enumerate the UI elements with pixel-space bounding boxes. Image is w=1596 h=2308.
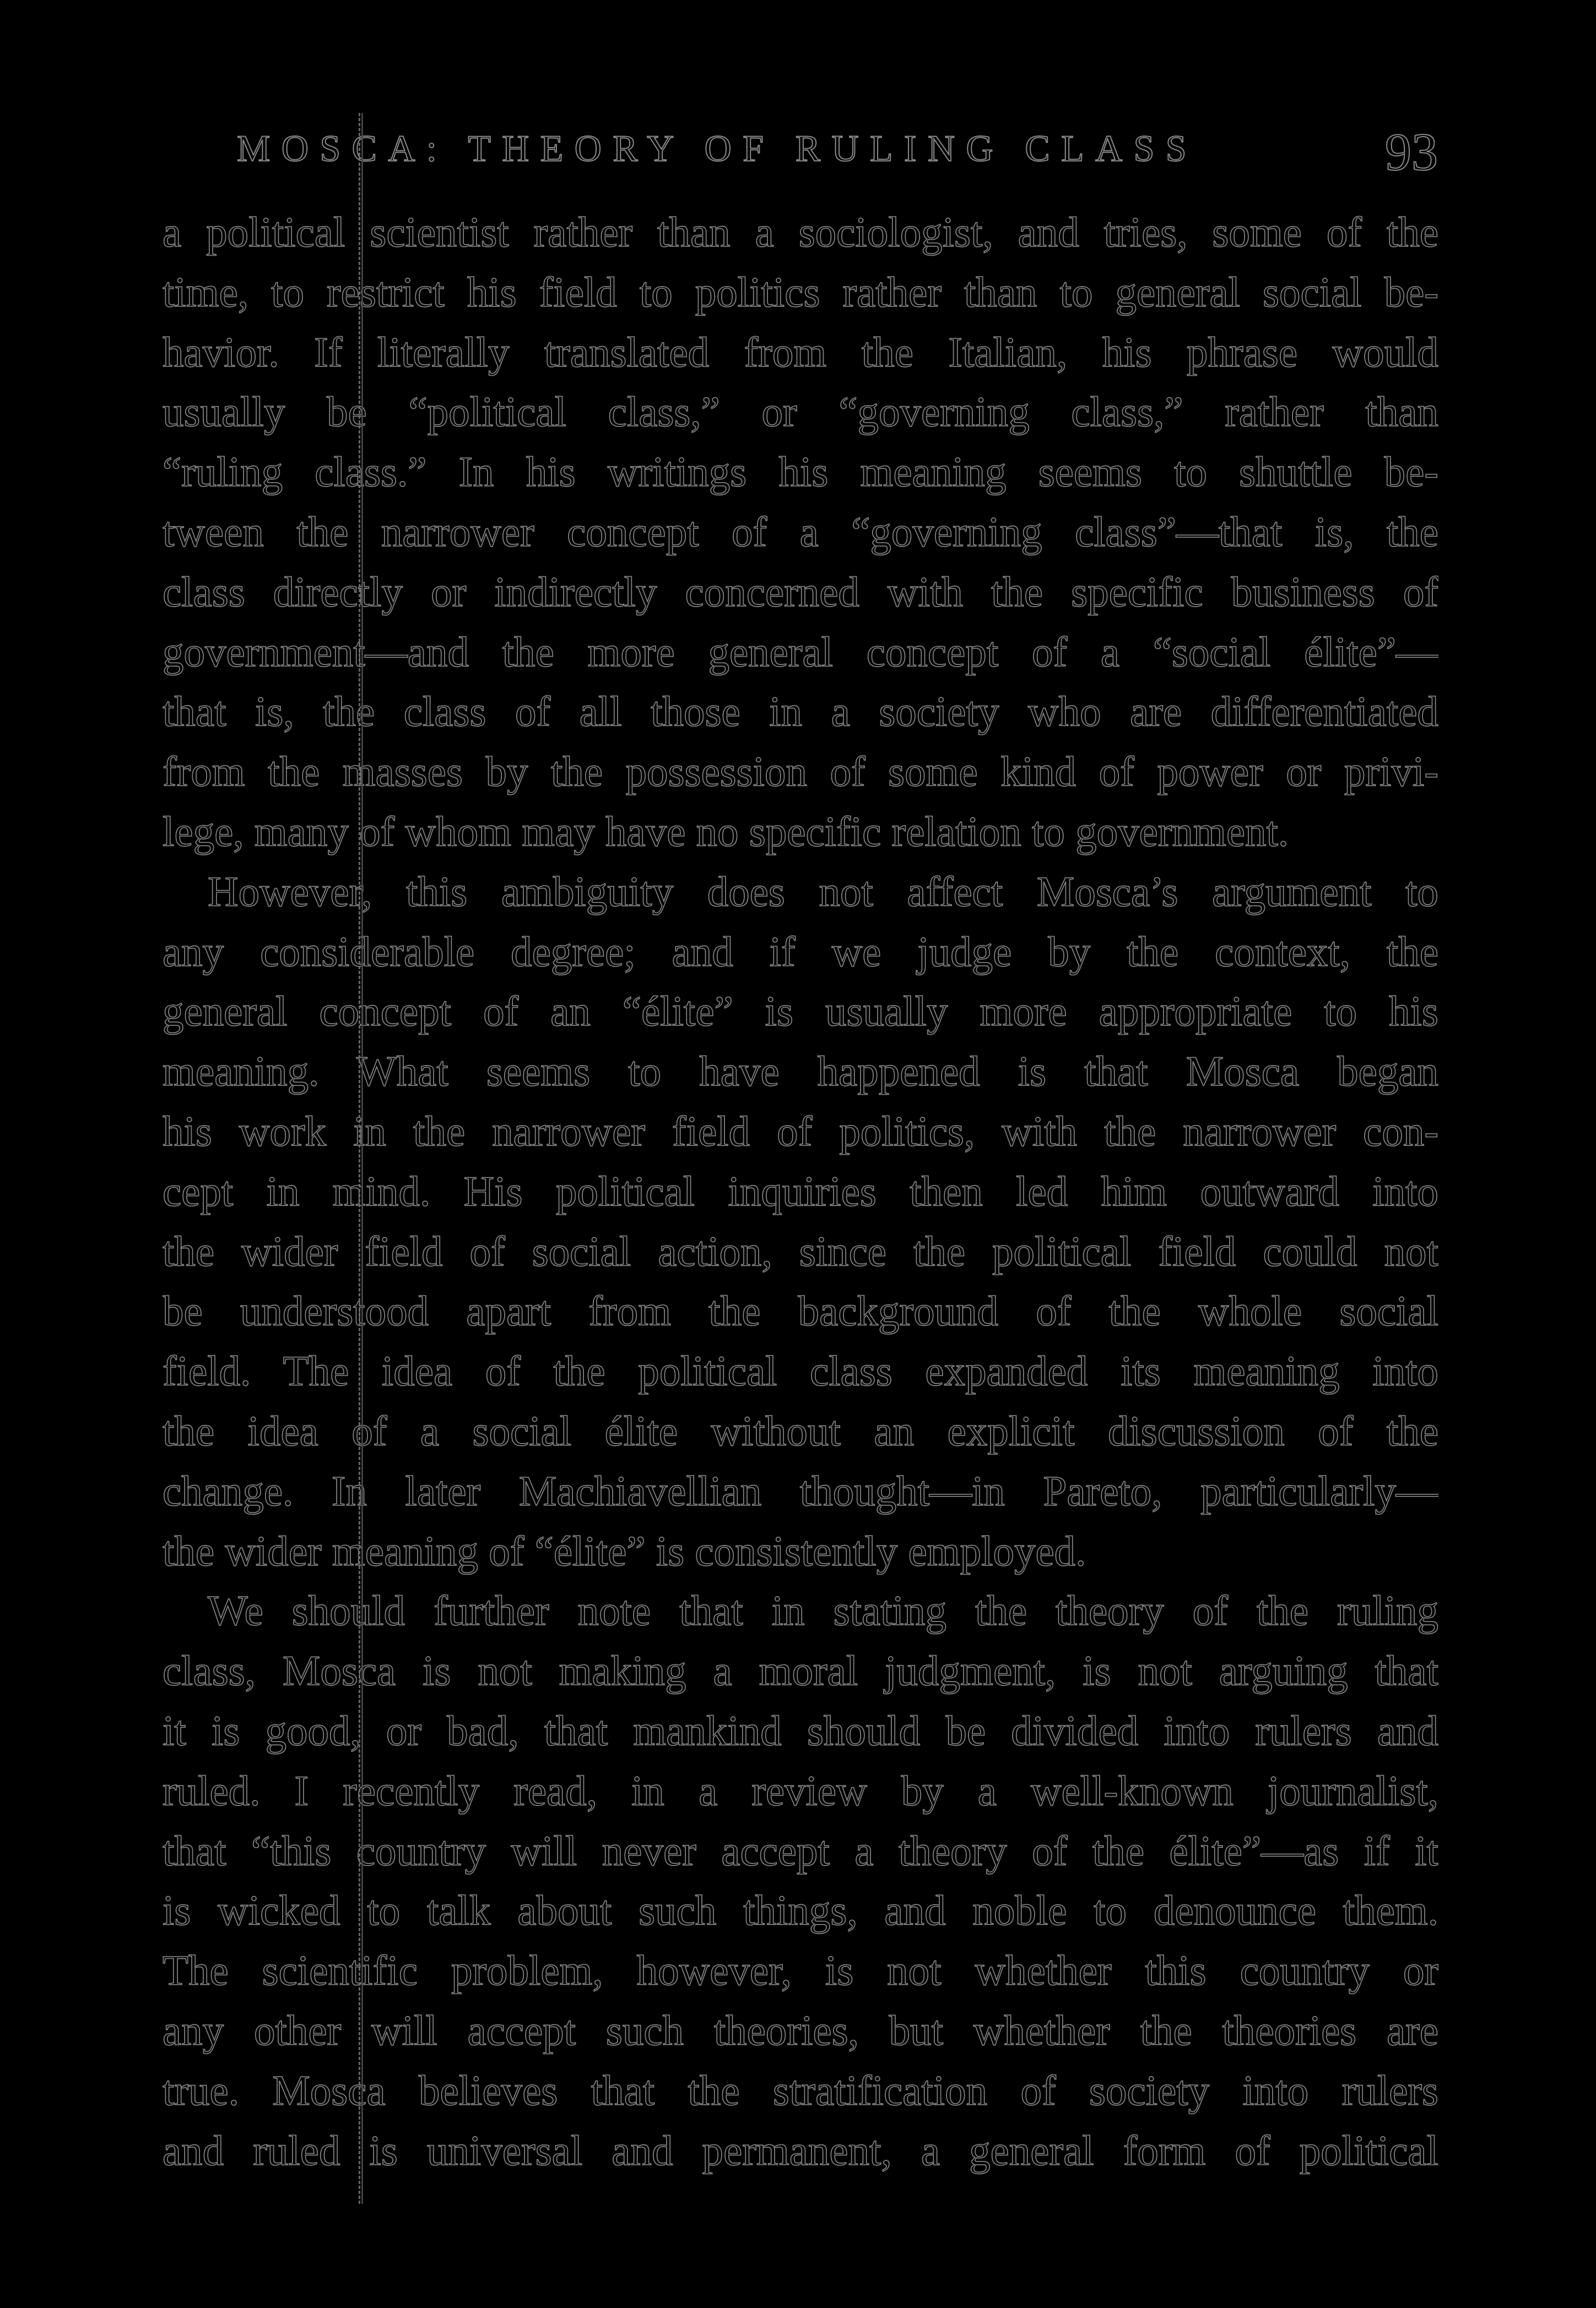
text-line: class directly or indirectly concerned with the specific business of [163,567,1438,615]
paragraph-3 [163,1581,1438,2180]
paragraph-1 [163,202,1438,862]
text-line: “ruling class.” In his writings his meaning seems to shuttle be- [163,448,1438,496]
text-line: usually be “political class,” or “governing class,” rather than [163,388,1438,436]
text-line: that “this country will never accept a theory of the élite”—as if it [163,1826,1438,1874]
text-line: a political scientist rather than a sociologist, and tries, some of the [163,208,1438,256]
text-line: is wicked to talk about such things, and noble to denounce them. [163,1887,1438,1934]
page-header [237,117,1438,188]
text-line: any other will accept such theories, but whether the theories are [163,2006,1438,2054]
text-line: field. The idea of the political class expanded its meaning into [163,1347,1438,1395]
text-line: meaning. What seems to have happened is that Mosca began [163,1047,1438,1095]
text-line: We should further note that in stating the theory of the ruling [208,1587,1438,1635]
paragraph-2 [163,862,1438,1581]
text-line: true. Mosca believes that the stratification of society into rulers [163,2066,1438,2114]
text-line: time, to restrict his field to politics rather than to general social be- [163,268,1438,316]
text-line: ruled. I recently read, in a review by a well-known journalist, [163,1766,1438,1814]
text-line: general concept of an “élite” is usually more appropriate to his [163,987,1438,1035]
text-line: cept in mind. His political inquiries then led him outward into [163,1167,1438,1215]
text-line: his work in the narrower field of politics, with the narrower con- [163,1107,1438,1155]
text-line: be understood apart from the background of the whole social [163,1287,1438,1335]
page-number: 93 [1385,122,1438,181]
text-line: tween the narrower concept of a “governing class”—that is, the [163,507,1438,555]
running-head: MOSCA: THEORY OF RULING CLASS [237,127,1198,169]
text-line: change. In later Machiavellian thought—in Pareto, particularly— [163,1467,1438,1515]
text-line: government—and the more general concept of a “social élite”— [163,628,1438,675]
text-line: the idea of a social élite without an explicit discussion of the [163,1407,1438,1455]
text-line: the wider meaning of “élite” is consistently employed. [163,1527,1086,1575]
page-fold-crease [359,113,363,2204]
text-line: class, Mosca is not making a moral judgment, is not arguing that [163,1647,1438,1695]
text-line: the wider field of social action, since the political field could not [163,1227,1438,1275]
text-line: that is, the class of all those in a society who are differentiated [163,688,1438,736]
text-line: The scientific problem, however, is not whether this country or [163,1947,1438,1994]
text-line: and ruled is universal and permanent, a general form of political [163,2126,1438,2174]
body-text [163,202,1438,2208]
text-line: havior. If literally translated from the Italian, his phrase would [163,328,1438,376]
text-line: lege, many of whom may have no specific relation to government. [163,807,1289,855]
text-line: any considerable degree; and if we judge by the context, the [163,927,1438,975]
text-line: from the masses by the possession of some kind of power or privi- [163,748,1438,796]
text-line: it is good, or bad, that mankind should be divided into rulers and [163,1706,1438,1754]
text-line: However, this ambiguity does not affect Mosca’s argument to [208,867,1438,915]
